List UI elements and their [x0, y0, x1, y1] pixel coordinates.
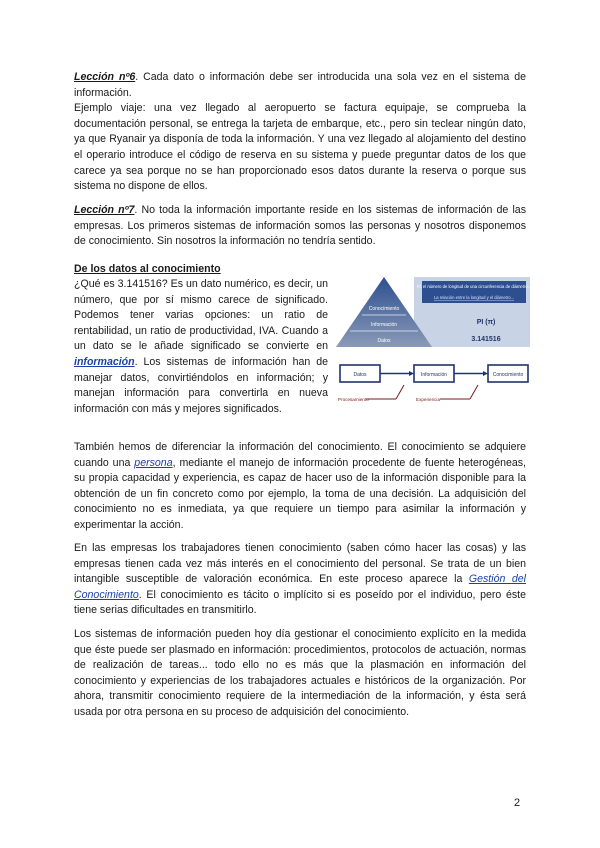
processing-arrow-up: [396, 385, 404, 399]
page-number: 2: [514, 797, 521, 809]
lesson-6-example: Ejemplo viaje: una vez llegado al aeropuerto se factura equipaje, se comprueba la documentación personal, se entrega la tarjeta de embarque, etc., pero sin teclear ningún dato, ya que Ryanair ya disponía de toda la información. Y una vez llegado al alojamiento del destino el operario introduce el código de reserva en su sistema y puede preguntar datos de los que carece ya sea porque no se han proporcionado esos datos durante la reserva o porque sus sistema no dispone de ellos.: [74, 102, 526, 193]
knowledge-paragraph: [74, 440, 526, 534]
knowledge-text-1: También hemos de diferenciar la información del conocimiento. El conocimiento se adquiere cuando una: [74, 441, 526, 469]
keyword-persona: persona: [134, 456, 173, 469]
keyword-gestion-conocimiento: Gestión del Conocimiento: [74, 573, 526, 601]
lesson-6-label: Lección nº6: [74, 71, 136, 83]
pyramid-level-datos: Datos: [377, 338, 391, 344]
flow-label-procesamiento: Procesamiento: [338, 397, 369, 402]
lesson-6-text: . Cada dato o información debe ser introducida una sola vez en el sistema de información.: [74, 71, 526, 99]
flow-box-datos-label: Datos: [353, 372, 367, 378]
data-paragraph: [74, 277, 328, 417]
keyword-informacion: información: [74, 355, 135, 368]
pyramid-level-informacion: Información: [370, 322, 398, 328]
experience-arrow-up: [470, 385, 478, 399]
flow-label-experiencia: Experiencia: [416, 397, 441, 402]
data-information-knowledge-figure: [336, 275, 532, 408]
flow-box-conocimiento-label: Conocimiento: [492, 372, 524, 378]
note-2: La relación entre la longitud y el diámetro...: [433, 295, 515, 300]
knowledge-text-2: , mediante el manejo de información procedente de fuente heterogéneas, su propia capacidad y experiencia, es capaz de hacer uso de la información disponible para la obtención de un fin concreto como por ejemplo, la toma de una decisión. La adquisición del conocimiento no es inmediata, ya que requiere un tiempo para asimilar la información y experimentar la acción.: [74, 456, 526, 531]
note-number: 3.141516: [471, 336, 501, 343]
companies-paragraph: [74, 541, 526, 619]
lesson-7-paragraph: [74, 203, 526, 250]
section-heading: De los datos al conocimiento: [74, 263, 221, 275]
lesson-6-paragraph: [74, 70, 526, 195]
lesson-7-label: Lección nº7: [74, 204, 135, 216]
systems-paragraph: Los sistemas de información pueden hoy día gestionar el conocimiento explícito en la medida que éste puede ser plasmado en información: procedimientos, protocolos de actuación, normas de realización de tareas... todo ello no es más que la plasmación en información del conocimiento y experiencias de los trabajadores actuales e históricos de la organización. Por ahora, transmitir conocimiento requiere de la intermediación de la información, y ésta será usada por otra persona en su proceso de adquisición del conocimiento.: [74, 628, 526, 718]
note-1: Pi, el número de longitud de una circunferencia de diámetro...: [416, 284, 532, 289]
note-pi: PI (π): [476, 319, 496, 326]
flow-box-informacion-label: Información: [420, 372, 448, 378]
companies-text-1: En las empresas los trabajadores tienen conocimiento (saben cómo hacer las cosas) y las empresas tienen cada vez más interés en el conocimiento del personal. Se trata de un bien intangible susceptible de valoración económica. En este proceso aparece la: [74, 542, 526, 586]
data-paragraph-text-1: ¿Qué es 3.141516? Es un dato numérico, es decir, un número, que por sí mismo carece de significado. Podemos tener varias opciones: un ratio de rentabilidad, un ratio de productividad, IVA. Cuando a un dato se le añade significado se convierte en: [74, 278, 328, 353]
data-paragraph-text-2: . Los sistemas de información han de manejar datos, convirtiéndolos en información; y manejan información para convertirla en nueva información con más y mejores significados.: [74, 355, 328, 415]
companies-text-2: . El conocimiento es tácito o implícito si es poseído por el individuo, pero éste tiene serias dificultades en transmitirlo.: [74, 588, 526, 617]
lesson-7-text: . No toda la información importante reside en los sistemas de información de las empresas. Los primeros sistemas de información somos las personas y nosotros disponemos de conocimiento. Sin nosotros la información no tendría sentido.: [74, 204, 526, 248]
pyramid-level-conocimiento: Conocimiento: [368, 306, 400, 312]
